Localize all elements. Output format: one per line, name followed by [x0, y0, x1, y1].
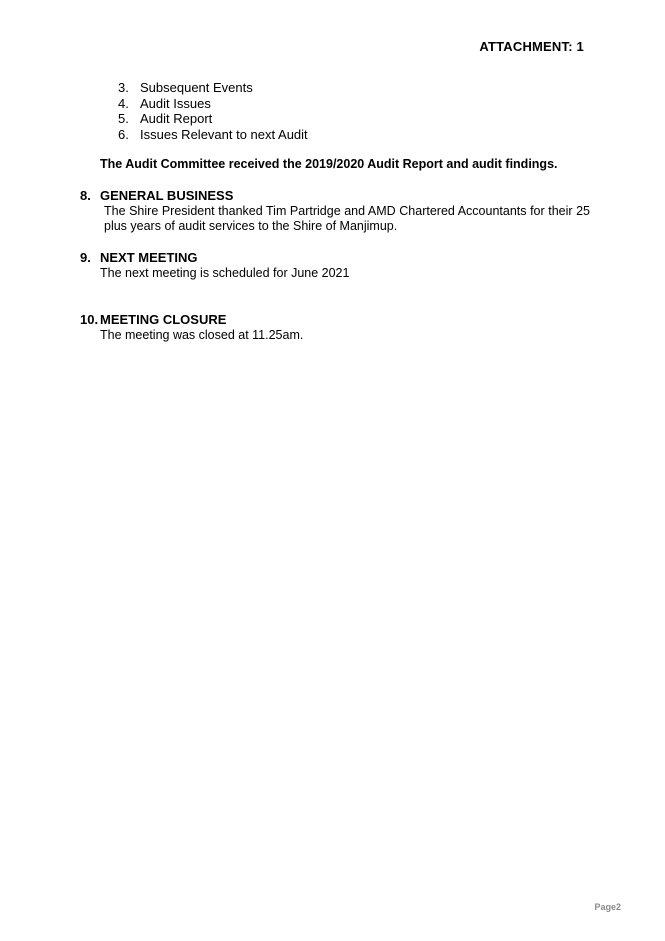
list-item-text: Audit Issues	[140, 95, 211, 111]
list-item	[118, 80, 308, 96]
section-body: The next meeting is scheduled for June 2021	[100, 266, 350, 280]
list-item-number: 3.	[118, 80, 129, 95]
section-number: 9.	[80, 250, 91, 265]
section-title: MEETING CLOSURE	[100, 312, 227, 327]
section-body: The Shire President thanked Tim Partridge and AMD Chartered Accountants for their 25 plus years of audit services to the Shire of Manjimup.	[104, 204, 590, 233]
list-item-number: 5.	[118, 111, 129, 126]
section-number: 8.	[80, 188, 91, 203]
attachment-label: ATTACHMENT: 1	[479, 39, 584, 54]
section-heading	[80, 250, 590, 266]
section-meeting-closure	[80, 312, 590, 343]
section-heading	[80, 188, 590, 204]
section-title: GENERAL BUSINESS	[100, 188, 234, 203]
section-next-meeting	[80, 250, 590, 281]
list-item	[118, 111, 308, 127]
list-item-text: Subsequent Events	[140, 80, 253, 95]
section-title: NEXT MEETING	[100, 250, 198, 265]
section-heading	[80, 312, 590, 328]
list-item-text: Audit Report	[140, 111, 213, 126]
list-item	[118, 127, 308, 143]
list-item-text: Issues Relevant to next Audit	[140, 126, 308, 142]
list-item-number: 6.	[118, 126, 129, 142]
list-item-number: 4.	[118, 95, 129, 111]
section-general-business	[80, 188, 590, 234]
agenda-sub-list	[118, 80, 308, 142]
section-body: The meeting was closed at 11.25am.	[100, 328, 304, 342]
list-item	[118, 96, 308, 112]
page-number: Page2	[594, 902, 621, 912]
audit-finding-statement: The Audit Committee received the 2019/2020 Audit Report and audit findings.	[100, 157, 558, 171]
section-number: 10.	[80, 312, 99, 327]
